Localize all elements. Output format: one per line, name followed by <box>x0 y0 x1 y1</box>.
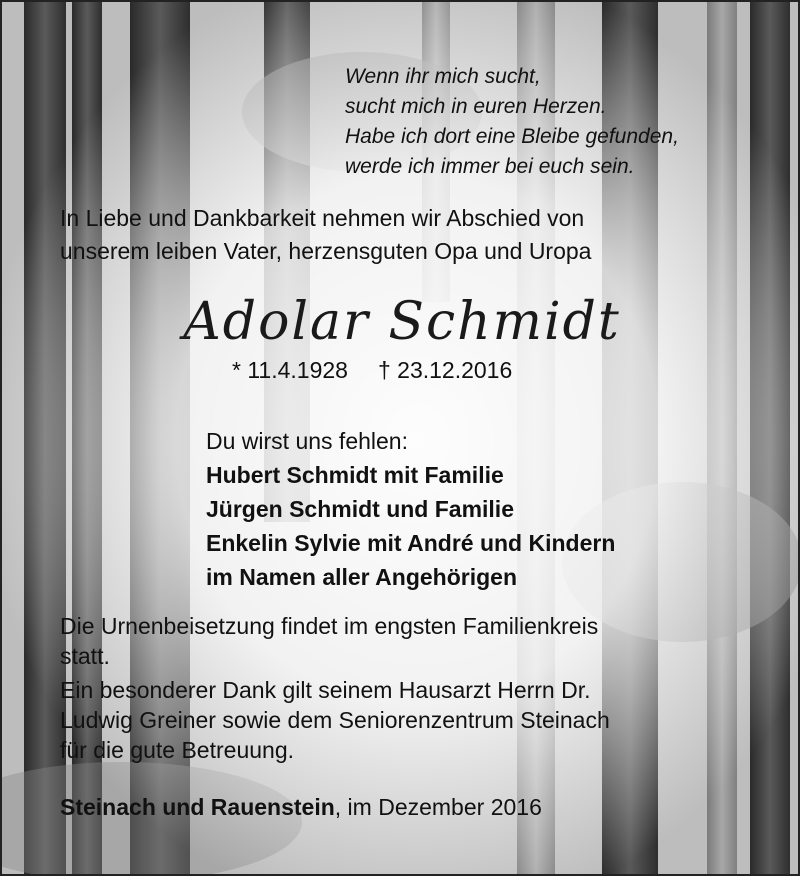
thanks-line: Ein besonderer Dank gilt seinem Hausarzt Herrn Dr. <box>60 677 591 703</box>
death-date: † 23.12.2016 <box>377 357 513 383</box>
poem-line: Wenn ihr mich sucht, <box>345 65 541 88</box>
footer-places: Steinach und Rauenstein <box>60 794 335 820</box>
burial-info <box>60 611 598 671</box>
life-dates <box>232 357 512 384</box>
mourner-line: Enkelin Sylvie mit André und Kindern <box>206 530 616 556</box>
farewell-intro <box>60 202 591 268</box>
poem-line: werde ich immer bei euch sein. <box>345 155 635 178</box>
mourner-line: Jürgen Schmidt und Familie <box>206 496 514 522</box>
thanks-paragraph <box>60 675 610 765</box>
poem-verse <box>345 62 679 182</box>
mourner-line: im Namen aller Angehörigen <box>206 564 517 590</box>
burial-line: Die Urnenbeisetzung findet im engsten Familienkreis <box>60 613 599 639</box>
mourners-list <box>206 458 615 594</box>
poem-line: Habe ich dort eine Bleibe gefunden, <box>345 125 679 148</box>
thanks-line: für die gute Betreuung. <box>60 737 294 763</box>
deceased-name: Adolar Schmidt <box>183 292 621 352</box>
footer-date: , im Dezember 2016 <box>334 794 542 820</box>
intro-line: In Liebe und Dankbarkeit nehmen wir Abschied von <box>60 205 585 231</box>
mourners-intro: Du wirst uns fehlen: <box>206 428 408 454</box>
thanks-line: Ludwig Greiner sowie dem Seniorenzentrum Steinach <box>60 707 610 733</box>
place-and-date <box>60 794 542 821</box>
intro-line: unserem leiben Vater, herzensguten Opa und Uropa <box>60 238 592 264</box>
mourner-line: Hubert Schmidt mit Familie <box>206 462 504 488</box>
birth-date: * 11.4.1928 <box>232 357 348 383</box>
poem-line: sucht mich in euren Herzen. <box>345 95 607 118</box>
burial-line: statt. <box>60 643 110 669</box>
